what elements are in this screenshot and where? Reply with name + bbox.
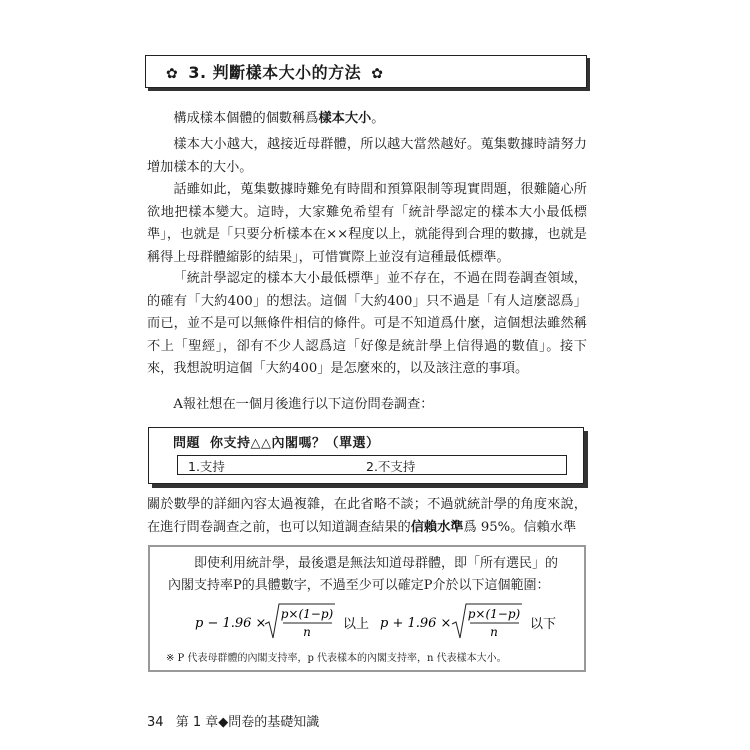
formula-left-term: p − 1.96 × [195, 616, 267, 631]
formula-numerator-right: p×(1−p) [467, 607, 521, 621]
page-footer [147, 711, 327, 730]
option-not-support: 2.不支持 [366, 459, 416, 474]
formula-footnote: ※ P 代表母群體的內閣支持率，p 代表樣本的內閣支持率，n 代表樣本大小。 [166, 653, 507, 664]
section-title: 判斷樣本大小的方法 [212, 63, 362, 82]
label-below: 以下 [530, 617, 557, 632]
paragraph-sample-size-definition [147, 108, 587, 131]
question-label: 問題 [173, 436, 201, 451]
label-above: 以上 [343, 617, 370, 632]
question-text [173, 432, 380, 451]
flower-right-icon: ✿ [371, 66, 384, 82]
bold-term-confidence-level: 信賴水準 [410, 519, 464, 535]
section-number: 3. [188, 63, 207, 82]
note-text: 即使利用統計學，最後還是無法知道母群體，即「所有選民」的內閣支持率P的具體數字，不過至少可以確定P介於以下這個範圍： [168, 556, 559, 593]
answer-options [177, 455, 567, 475]
paragraph-larger-better: 樣本大小越大，越接近母群體，所以越大當然越好。蒐集數據時請努力增加樣本的大小。 [147, 137, 587, 175]
paragraph-text: 爲 95%。信賴水準 [463, 519, 577, 535]
flower-left-icon: ✿ [166, 66, 179, 82]
page-number: 34 [147, 715, 164, 730]
section-heading [162, 60, 387, 83]
question-box [148, 427, 584, 484]
bold-term-sample-size: 樣本大小 [318, 111, 372, 126]
confidence-interval-formula [195, 602, 585, 642]
paragraph-survey-intro: A報社想在一個月後進行以下這份問卷調查： [173, 397, 434, 412]
section-heading-box [145, 55, 587, 88]
paragraph-confidence-level [147, 494, 587, 539]
chapter-title: 第 1 章◆問卷的基礎知識 [175, 715, 320, 730]
formula-right-term: p + 1.96 × [380, 616, 452, 631]
question-body: 你支持△△內閣嗎？（單選） [210, 436, 380, 451]
option-support: 1.支持 [188, 459, 225, 474]
paragraph-text: 關於數學的詳細內容太過複雜，在此省略不談；不過就統計學的角度來說，在進行問卷調查之前，也可以知道調查結果的 [147, 497, 587, 535]
note-box [148, 545, 586, 672]
formula-denominator-right: n [490, 625, 498, 639]
paragraph-practical-limits: 話雖如此，蒐集數據時難免有時間和預算限制等現實問題，很難隨心所欲地把樣本變大。這時，大家難免希望有「統計學認定的樣本大小最低標準」，也就是「只要分析樣本在××程度以上，就能得到合理的數據，也就是稱得上母群體縮影的結果」，可惜實際上並沒有這種最低標準。 [147, 182, 587, 265]
paragraph-text: 。 [371, 111, 385, 126]
formula-denominator-left: n [303, 625, 311, 639]
paragraph-about-400: 「統計學認定的樣本大小最低標準」並不存在，不過在問卷調查領域，的確有「大約400」的想法。這個「大約400」只不過是「有人這麼認爲」而已，並不是可以無條件相信的條件。可是不知道爲什麼，這個想法雖然稱不上「聖經」，卻有不少人認爲這「好像是統計學上信得過的數值」。接下來，我想說明這個「大約400」是怎麼來的，以及該注意的事項。 [147, 271, 587, 376]
paragraph-text: 構成樣本個體的個數稱爲 [173, 111, 319, 126]
formula-numerator-left: p×(1−p) [280, 607, 334, 621]
